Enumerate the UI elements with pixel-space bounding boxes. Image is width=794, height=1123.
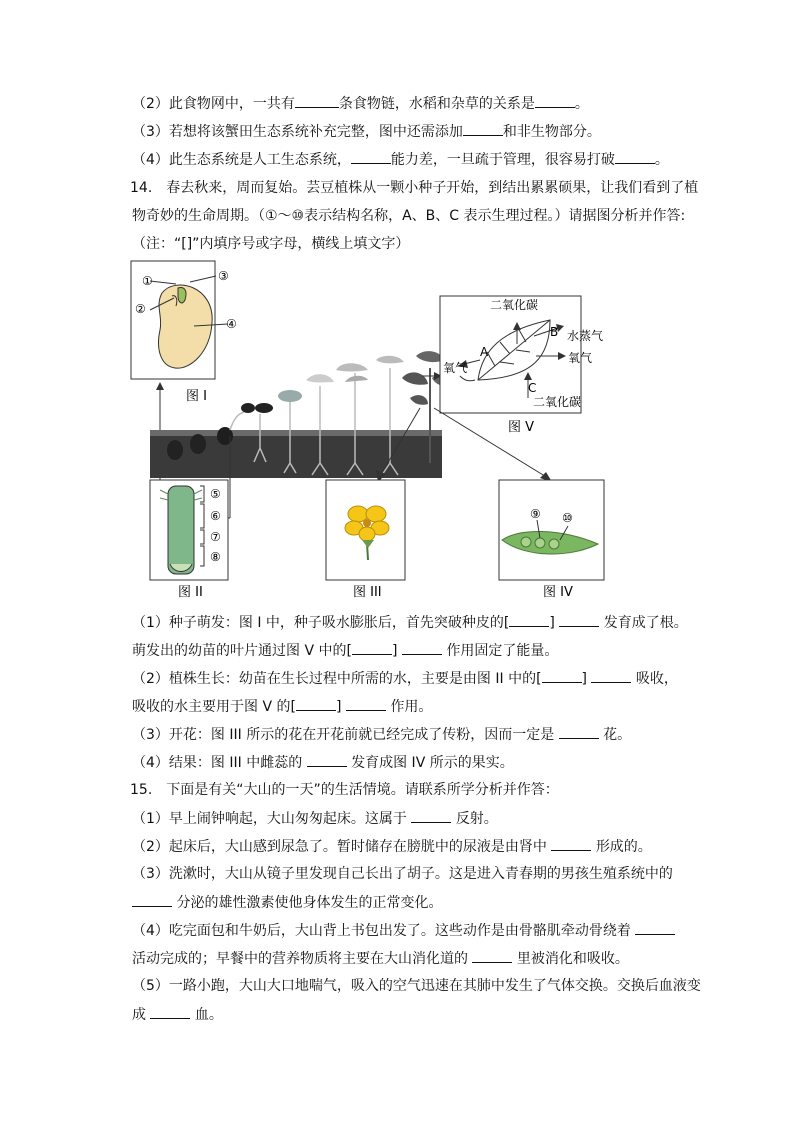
answer-blank[interactable] bbox=[472, 948, 512, 963]
q14-a1-line2: 萌发出的幼苗的叶片通过图 V 中的[ ] 作用固定了能量。 bbox=[132, 640, 558, 661]
fig5-label-water-vapor: 水蒸气 bbox=[567, 329, 604, 343]
fig2-caption: 图 II bbox=[178, 585, 203, 600]
q14-a1-line1: （1）种子萌发：图 I 中，种子吸水膨胀后，首先突破种皮的[ ] 发育成了根。 bbox=[132, 612, 688, 633]
fig4-label-9: ⑨ bbox=[530, 507, 541, 521]
fig5-caption: 图 V bbox=[508, 420, 535, 435]
figure-svg bbox=[130, 258, 610, 603]
fig2-label-6: ⑥ bbox=[210, 509, 221, 523]
fig5-label-oxygen-left: 氧气 bbox=[443, 361, 468, 375]
q15-l5b: 成 血。 bbox=[132, 1004, 223, 1025]
answer-blank[interactable] bbox=[559, 612, 599, 627]
fig5-label-A: A bbox=[480, 345, 489, 359]
q14-stem-1: 14. 春去秋来，周而复始。芸豆植株从一颗小种子开始，到结出累累硕果，让我们看到了植 bbox=[130, 180, 699, 196]
answer-blank[interactable] bbox=[295, 93, 339, 108]
q13-line-4: （4）此生态系统是人工生态系统， 能力差，一旦疏于管理，很容易打破 。 bbox=[132, 149, 669, 170]
answer-blank[interactable] bbox=[535, 93, 575, 108]
fig5-label-B: B bbox=[550, 325, 559, 339]
answer-blank[interactable] bbox=[559, 724, 599, 739]
answer-blank[interactable] bbox=[615, 149, 655, 164]
q14-stem-3: （注：“[]”内填序号或字母，横线上填文字） bbox=[132, 236, 410, 252]
fig3-caption: 图 III bbox=[353, 585, 382, 600]
q15-l3a: （3）洗漱时，大山从镜子里发现自己长出了胡子。这是进入青春期的男孩生殖系统中的 bbox=[132, 866, 673, 882]
answer-blank[interactable] bbox=[509, 612, 549, 627]
q15-l3b: 分泌的雄性激素使他身体发生的正常变化。 bbox=[132, 892, 442, 913]
plant-lifecycle-figure bbox=[130, 258, 610, 603]
fig1-caption: 图 I bbox=[186, 389, 207, 404]
answer-blank[interactable] bbox=[296, 696, 336, 711]
fig1-label-2: ② bbox=[135, 302, 146, 316]
answer-blank[interactable] bbox=[132, 892, 172, 907]
q14-stem-2: 物奇妙的生命周期。（①～⑩表示结构名称，A、B、C 表示生理过程。）请据图分析并作答: bbox=[132, 208, 686, 224]
q13-line-2: （2）此食物网中，一共有 条食物链，水稻和杂草的关系是 。 bbox=[132, 93, 589, 114]
q14-a3: （3）开花：图 III 所示的花在开花前就已经完成了传粉，因而一定是 花。 bbox=[132, 724, 631, 745]
answer-blank[interactable] bbox=[542, 668, 582, 683]
q15-l5a: （5）一路小跑，大山大口地喘气，吸入的空气迅速在其肺中发生了气体交换。交换后血液变 bbox=[132, 978, 701, 994]
answer-blank[interactable] bbox=[463, 121, 503, 136]
answer-blank[interactable] bbox=[402, 640, 442, 655]
q13-line-3: （3）若想将该蟹田生态系统补充完整，图中还需添加 和非生物部分。 bbox=[132, 121, 601, 142]
q15-l4b: 活动完成的；早餐中的营养物质将主要在大山消化道的 里被消化和吸收。 bbox=[132, 948, 629, 969]
answer-blank[interactable] bbox=[551, 836, 591, 851]
q15-stem: 15. 下面是有关“大山的一天”的生活情境。请联系所学分析并作答： bbox=[130, 782, 559, 798]
q14-a2-line1: （2）植株生长：幼苗在生长过程中所需的水，主要是由图 II 中的[ ] 吸收， bbox=[132, 668, 678, 689]
answer-blank[interactable] bbox=[591, 668, 631, 683]
fig1-label-1: ① bbox=[142, 274, 153, 288]
answer-blank[interactable] bbox=[351, 149, 391, 164]
answer-blank[interactable] bbox=[635, 920, 675, 935]
fig1-label-4: ④ bbox=[226, 317, 237, 331]
fig4-caption: 图 IV bbox=[543, 585, 573, 600]
fig5-label-co2-top: 二氧化碳 bbox=[490, 298, 539, 312]
fig5-label-oxygen-right: 氧气 bbox=[568, 351, 593, 365]
fig4-label-10: ⑩ bbox=[562, 511, 573, 525]
q15-l2: （2）起床后，大山感到尿急了。暂时储存在膀胱中的尿液是由肾中 形成的。 bbox=[132, 836, 652, 857]
fig1-label-3: ③ bbox=[218, 269, 229, 283]
fig2-label-7: ⑦ bbox=[210, 530, 221, 544]
fig4-box bbox=[499, 480, 604, 580]
q14-a4: （4）结果：图 III 中雌蕊的 发育成图 IV 所示的果实。 bbox=[132, 752, 514, 773]
answer-blank[interactable] bbox=[346, 696, 386, 711]
fig2-label-5: ⑤ bbox=[210, 487, 221, 501]
root-tip-icon bbox=[168, 486, 194, 574]
answer-blank[interactable] bbox=[411, 808, 451, 823]
q15-l1: （1）早上闹钟响起，大山匆匆起床。这属于 反射。 bbox=[132, 808, 498, 829]
fig5-label-C: C bbox=[528, 381, 537, 395]
q14-a2-line2: 吸收的水主要用于图 V 的[ ] 作用。 bbox=[132, 696, 432, 717]
answer-blank[interactable] bbox=[352, 640, 392, 655]
answer-blank[interactable] bbox=[307, 752, 347, 767]
fig5-label-co2-bottom: 二氧化碳 bbox=[533, 395, 582, 409]
answer-blank[interactable] bbox=[150, 1004, 190, 1019]
fig2-label-8: ⑧ bbox=[210, 550, 221, 564]
q15-l4a: （4）吃完面包和牛奶后，大山背上书包出发了。这些动作是由骨骼肌牵动骨绕着 bbox=[132, 920, 675, 941]
